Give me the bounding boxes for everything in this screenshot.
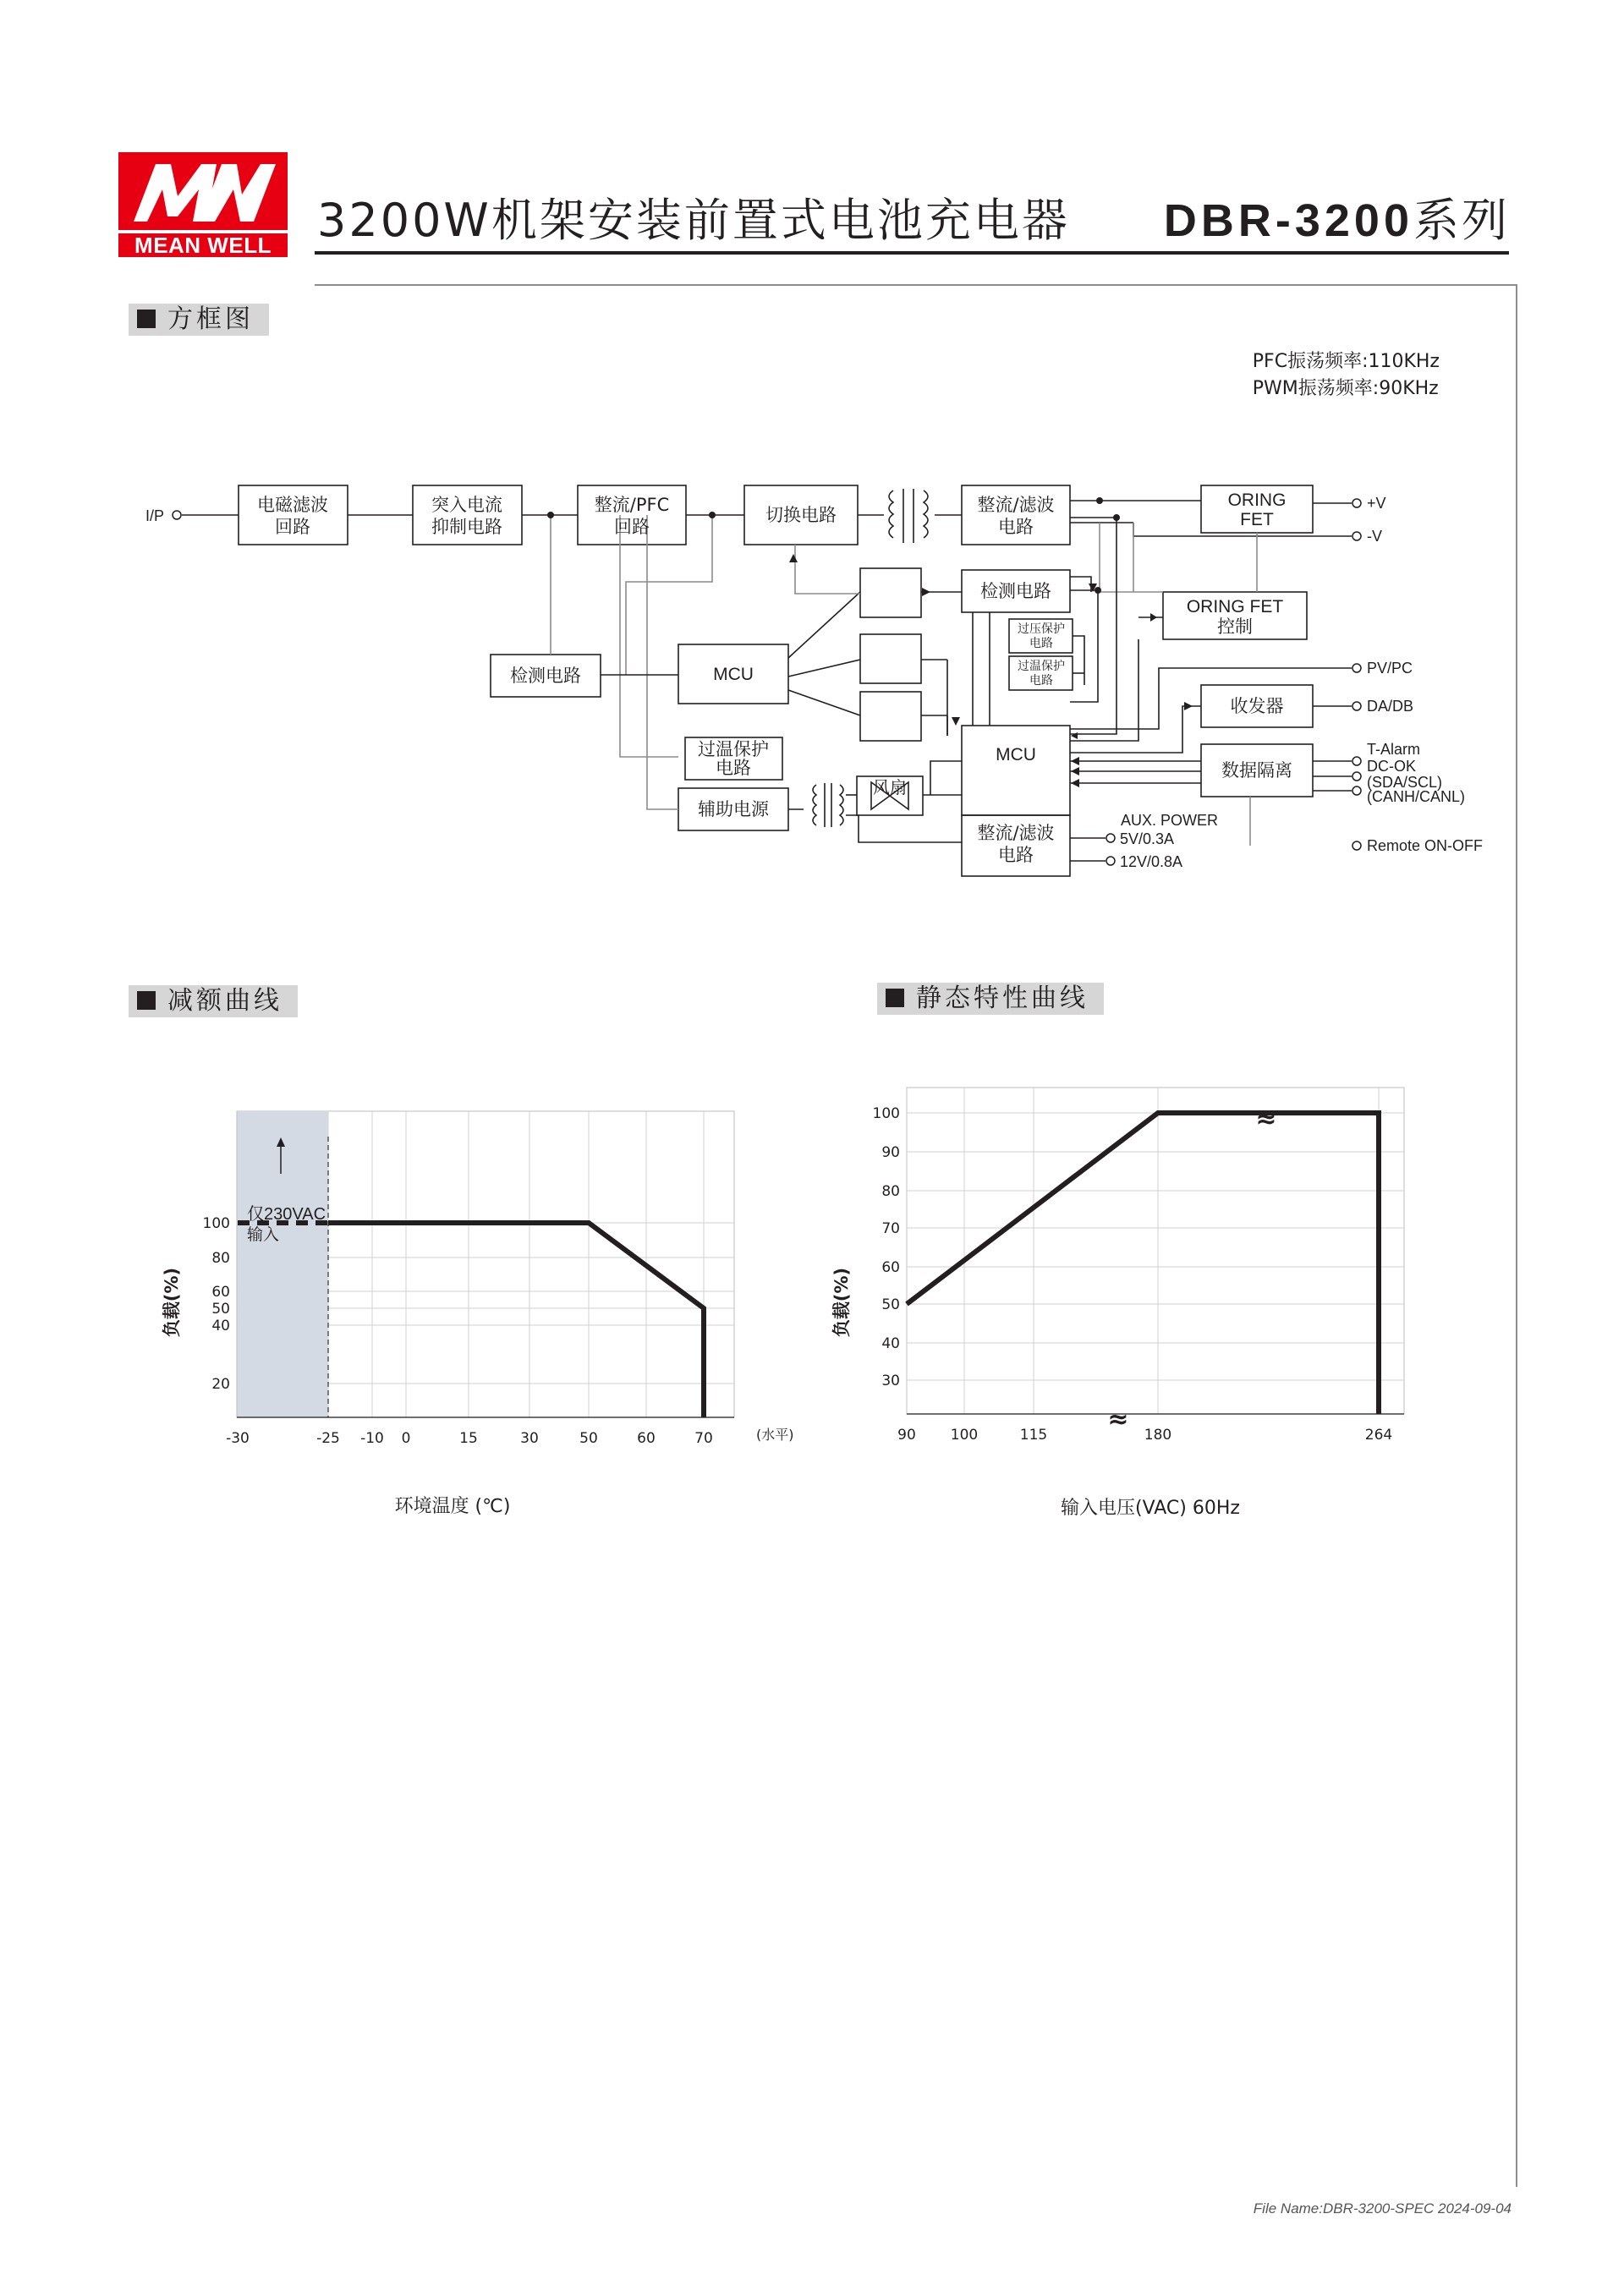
derating-x-tick: 70: [694, 1430, 713, 1447]
derating-series-line-1: [328, 1223, 704, 1417]
static-y-tick: 30: [881, 1373, 900, 1389]
annotation-line-1: 仅230VAC: [247, 1205, 326, 1224]
detect-left-label: 检测电路: [510, 666, 581, 686]
pwm-frequency: PWM振荡频率:90KHz: [1252, 378, 1439, 399]
static-x-tick: 100: [950, 1427, 979, 1444]
static-axis-break-top: ≈: [1255, 1104, 1277, 1134]
static-y-label: 负载(%): [831, 1267, 852, 1338]
derating-x-label: 环境温度 (℃): [394, 1496, 511, 1517]
minus-v-label: -V: [1367, 528, 1382, 545]
rect-pfc-label-1: 整流/PFC: [594, 495, 670, 515]
footer-file-name: File Name:DBR-3200-SPEC 2024-09-04: [1253, 2200, 1512, 2217]
aux-rect-label-1: 整流/滤波: [977, 823, 1055, 843]
emi-label-1: 电磁滤波: [257, 495, 328, 515]
static-y-ticks: [873, 1105, 900, 1389]
rect-pfc-label-2: 回路: [614, 517, 650, 537]
derating-x-tick: -25: [316, 1430, 340, 1447]
oring-ctrl-label-2: 控制: [1217, 616, 1253, 637]
dc-ok-label: DC-OK: [1367, 758, 1416, 775]
derating-x-tick: -30: [226, 1430, 250, 1447]
static-y-tick: 70: [881, 1220, 900, 1237]
static-series: [907, 1113, 1379, 1414]
static-y-tick: 40: [881, 1335, 900, 1352]
da-db-label: DA/DB: [1367, 698, 1414, 715]
rect-filter-label-2: 电路: [998, 517, 1034, 537]
static-x-tick: 264: [1364, 1427, 1393, 1444]
static-axis-break-bottom: ≈: [1107, 1405, 1129, 1434]
derating-x-tick: -10: [360, 1430, 384, 1447]
oring-ctrl-label-1: ORING FET: [1186, 597, 1284, 616]
isolation-label: 数据隔离: [1221, 760, 1292, 781]
derating-y-label: 负载(%): [162, 1267, 182, 1338]
derating-y-tick: 100: [202, 1215, 230, 1232]
static-y-tick: 50: [881, 1296, 900, 1313]
static-x-label: 输入电压(VAC) 60Hz: [1061, 1498, 1240, 1519]
otp-left-label-2: 电路: [716, 758, 751, 778]
section-heading-derating: 减额曲线: [129, 985, 298, 1017]
static-x-tick: 180: [1144, 1427, 1172, 1444]
logo-text: MEAN WELL: [134, 233, 272, 258]
aux-12v-label: 12V/0.8A: [1120, 853, 1183, 870]
derating-y-ticks: [203, 1215, 230, 1393]
derating-x-tick: 50: [579, 1430, 598, 1447]
detect-right-label: 检测电路: [980, 581, 1051, 601]
derating-x-ticks: [226, 1430, 713, 1447]
section-heading-static: 静态特性曲线: [877, 983, 1104, 1015]
static-chart: [812, 1074, 1489, 1564]
t-alarm-label: T-Alarm: [1367, 741, 1420, 758]
static-y-tick: 80: [881, 1183, 900, 1200]
aux-rect-label-2: 电路: [998, 845, 1034, 865]
emi-label-2: 回路: [275, 517, 310, 537]
static-x-tick: 90: [897, 1427, 916, 1444]
derating-y-tick: 60: [211, 1284, 230, 1301]
static-y-tick: 90: [881, 1144, 900, 1161]
sda-scl-label: (SDA/SCL): [1367, 774, 1443, 791]
annotation-line-2: 输入: [247, 1225, 280, 1244]
pfc-frequency: PFC振荡频率:110KHz: [1252, 351, 1440, 372]
otp-small-label-1: 过温保护: [1018, 660, 1065, 673]
switching-label: 切换电路: [765, 505, 837, 525]
ovp-label-1: 过压保护: [1018, 622, 1065, 636]
derating-y-tick: 80: [211, 1250, 230, 1267]
transceiver-label: 收发器: [1230, 696, 1284, 716]
block-diagram: [0, 0, 1624, 930]
oring-fet-label-1: ORING: [1227, 490, 1287, 510]
derating-y-tick: 50: [211, 1301, 230, 1318]
mcu-right-box: [962, 726, 1070, 815]
section-heading-block-diagram: 方框图: [129, 304, 269, 336]
derating-x-tick: 0: [401, 1430, 411, 1447]
derating-chart: [152, 1091, 795, 1564]
series-model: DBR-3200: [1163, 195, 1413, 246]
otp-small-label-2: 电路: [1029, 674, 1053, 688]
static-x-tick: 115: [1019, 1427, 1048, 1444]
page-title: 3200W机架安装前置式电池充电器: [317, 194, 1070, 247]
aux-5v-label: 5V/0.3A: [1120, 830, 1175, 847]
static-y-tick: 60: [881, 1259, 900, 1276]
static-y-tick: 100: [872, 1105, 900, 1122]
canh-canl-label: (CANH/CANL): [1367, 788, 1466, 805]
static-grid: [907, 1088, 1404, 1414]
derating-y-tick: 40: [211, 1318, 230, 1334]
derating-shaded-region: [238, 1111, 328, 1417]
otp-left-label-1: 过温保护: [698, 739, 769, 759]
pv-pc-label: PV/PC: [1367, 660, 1413, 677]
inrush-label-1: 突入电流: [431, 495, 502, 515]
oring-fet-label-2: FET: [1240, 510, 1274, 529]
derating-x-tick: 15: [459, 1430, 478, 1447]
aux-power-title: AUX. POWER: [1121, 812, 1219, 829]
mcu-right-label: MCU: [996, 745, 1036, 764]
derating-x-unit-note: (水平): [756, 1427, 794, 1443]
series-suffix: 系列: [1413, 194, 1510, 247]
optocoupler-2: [860, 634, 921, 683]
derating-x-tick: 60: [637, 1430, 656, 1447]
mcu-left-label: MCU: [713, 665, 754, 684]
input-terminal-label: I/P: [145, 507, 165, 524]
optocoupler-1: [860, 568, 921, 617]
static-x-ticks: [897, 1427, 1392, 1444]
fan-label: 风扇: [873, 777, 907, 797]
remote-on-off-label: Remote ON-OFF: [1367, 837, 1484, 854]
rect-filter-label-1: 整流/滤波: [977, 495, 1055, 515]
derating-x-tick: 30: [520, 1430, 539, 1447]
plus-v-label: +V: [1367, 495, 1386, 512]
static-series-line-0: [907, 1113, 1379, 1414]
aux-power-label: 辅助电源: [698, 799, 769, 819]
inrush-label-2: 抑制电路: [431, 517, 502, 537]
ovp-label-2: 电路: [1029, 637, 1053, 650]
derating-y-tick: 20: [211, 1376, 230, 1393]
optocoupler-3: [860, 692, 921, 741]
